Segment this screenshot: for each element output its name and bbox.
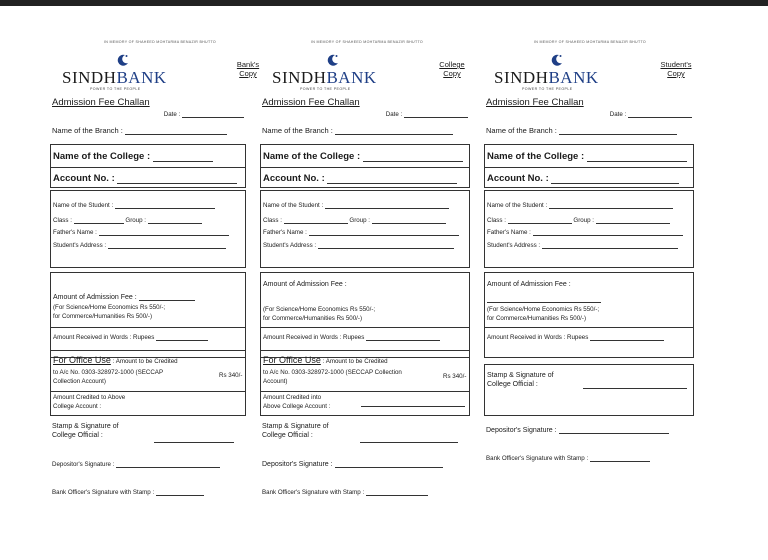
memorial-line: IN MEMORY OF SHAHEED MOHTARMA BENAZIR BHUTTO	[311, 40, 423, 44]
fee-note: (For Science/Home Economics Rs 550/-; for Commerce/Humanities Rs 500/-)	[487, 306, 600, 322]
fee-note: (For Science/Home Economics Rs 550/-; for Commerce/Humanities Rs 500/-)	[263, 306, 376, 322]
office-use-heading: For Office Use : Amount to be Credited	[53, 355, 178, 365]
fee-box	[50, 272, 246, 358]
stamp-box	[484, 364, 694, 416]
stamp-signature-field[interactable]: Stamp & Signature of College Official :	[262, 423, 329, 439]
student-box	[484, 190, 694, 268]
sindh-bank-logo: SINDHBANK	[494, 68, 599, 87]
branch-field[interactable]: Name of the Branch :	[486, 126, 677, 135]
copy-label: College Copy	[439, 60, 465, 78]
date-field[interactable]: Date :	[164, 110, 244, 118]
student-box	[260, 190, 470, 268]
top-edge-bar	[0, 0, 768, 6]
bank-tagline: POWER TO THE PEOPLE	[90, 87, 141, 91]
fee-amount-field[interactable]: Amount of Admission Fee :	[263, 281, 347, 288]
challan-title: Admission Fee Challan	[486, 97, 584, 108]
office-use-heading: For Office Use : Amount to be Credited	[263, 355, 388, 365]
credited-field[interactable]: Amount Credited into Above College Account :	[263, 394, 331, 410]
challan-college-copy	[260, 40, 474, 550]
student-name-field[interactable]: Name of the Student :	[53, 201, 215, 209]
father-name-field[interactable]: Father's Name :	[53, 228, 229, 236]
copy-label: Student's Copy	[660, 60, 692, 78]
college-name-field[interactable]: Name of the College :	[53, 151, 213, 162]
office-use-box	[50, 350, 246, 416]
father-name-field[interactable]: Father's Name :	[263, 228, 459, 236]
date-field[interactable]: Date :	[610, 110, 692, 118]
address-field[interactable]: Student's Address :	[53, 241, 226, 249]
branch-field[interactable]: Name of the Branch :	[52, 126, 227, 135]
credit-account-text: to A/c No. 0303-328972-1000 (SECCAP Collection Account)	[263, 369, 402, 385]
credit-account-text: to A/c No. 0303-328972-1000 (SECCAP Collection Account)	[53, 369, 164, 385]
sindh-bank-logo: SINDHBANK	[272, 68, 377, 87]
challan-title: Admission Fee Challan	[52, 97, 150, 108]
stamp-signature-field[interactable]: Stamp & Signature of College Official :	[487, 372, 554, 388]
amount-words-field[interactable]: Amount Received in Words : Rupees	[263, 333, 440, 341]
fee-amount-field[interactable]: Amount of Admission Fee :	[487, 281, 571, 288]
address-field[interactable]: Student's Address :	[487, 241, 678, 249]
bank-tagline: POWER TO THE PEOPLE	[522, 87, 573, 91]
office-use-box	[260, 350, 470, 416]
college-box	[260, 144, 470, 188]
crescent-moon-icon	[550, 53, 564, 67]
class-group-field[interactable]: Class : Group :	[487, 216, 670, 224]
date-field[interactable]: Date :	[386, 110, 468, 118]
bank-officer-signature-field[interactable]: Bank Officer's Signature with Stamp :	[486, 454, 650, 462]
credited-field[interactable]: Amount Credited to Above College Account :	[53, 394, 126, 410]
challan-bank-copy	[50, 40, 270, 550]
college-box	[484, 144, 694, 188]
address-field[interactable]: Student's Address :	[263, 241, 454, 249]
college-box	[50, 144, 246, 188]
account-no-field[interactable]: Account No. :	[263, 173, 457, 184]
father-name-field[interactable]: Father's Name :	[487, 228, 683, 236]
depositor-signature-field[interactable]: Depositor's Signature :	[52, 460, 220, 468]
amount-words-field[interactable]: Amount Received in Words : Rupees	[487, 333, 664, 341]
memorial-line: IN MEMORY OF SHAHEED MOHTARMA BENAZIR BHUTTO	[534, 40, 646, 44]
depositor-signature-field[interactable]: Depositor's Signature :	[262, 460, 443, 468]
student-box	[50, 190, 246, 268]
bank-officer-signature-field[interactable]: Bank Officer's Signature with Stamp :	[52, 488, 204, 496]
bank-officer-signature-field[interactable]: Bank Officer's Signature with Stamp :	[262, 488, 428, 496]
fee-box	[260, 272, 470, 358]
challan-title: Admission Fee Challan	[262, 97, 360, 108]
fee-amount-field[interactable]: Amount of Admission Fee :	[53, 293, 195, 301]
class-group-field[interactable]: Class : Group :	[263, 216, 446, 224]
fee-note: (For Science/Home Economics Rs 550/-; for Commerce/Humanities Rs 500/-)	[53, 304, 166, 320]
class-group-field[interactable]: Class : Group :	[53, 216, 202, 224]
student-name-field[interactable]: Name of the Student :	[487, 201, 673, 209]
memorial-line: IN MEMORY OF SHAHEED MOHTARMA BENAZIR BHUTTO	[104, 40, 216, 44]
branch-field[interactable]: Name of the Branch :	[262, 126, 453, 135]
college-name-field[interactable]: Name of the College :	[487, 151, 687, 162]
copy-label: Bank's Copy	[236, 60, 260, 78]
crescent-moon-icon	[116, 53, 130, 67]
fee-box	[484, 272, 694, 358]
challan-student-copy	[484, 40, 696, 550]
credit-amount: Rs 340/-	[219, 372, 243, 379]
bank-tagline: POWER TO THE PEOPLE	[300, 87, 351, 91]
stamp-signature-field[interactable]: Stamp & Signature of College Official :	[52, 423, 119, 439]
sindh-bank-logo: SINDHBANK	[62, 68, 167, 87]
credit-amount: Rs 340/-	[443, 373, 467, 380]
amount-words-field[interactable]: Amount Received in Words : Rupees	[53, 333, 208, 341]
account-no-field[interactable]: Account No. :	[53, 173, 237, 184]
depositor-signature-field[interactable]: Depositor's Signature :	[486, 426, 669, 434]
account-no-field[interactable]: Account No. :	[487, 173, 679, 184]
student-name-field[interactable]: Name of the Student :	[263, 201, 449, 209]
college-name-field[interactable]: Name of the College :	[263, 151, 463, 162]
crescent-moon-icon	[326, 53, 340, 67]
